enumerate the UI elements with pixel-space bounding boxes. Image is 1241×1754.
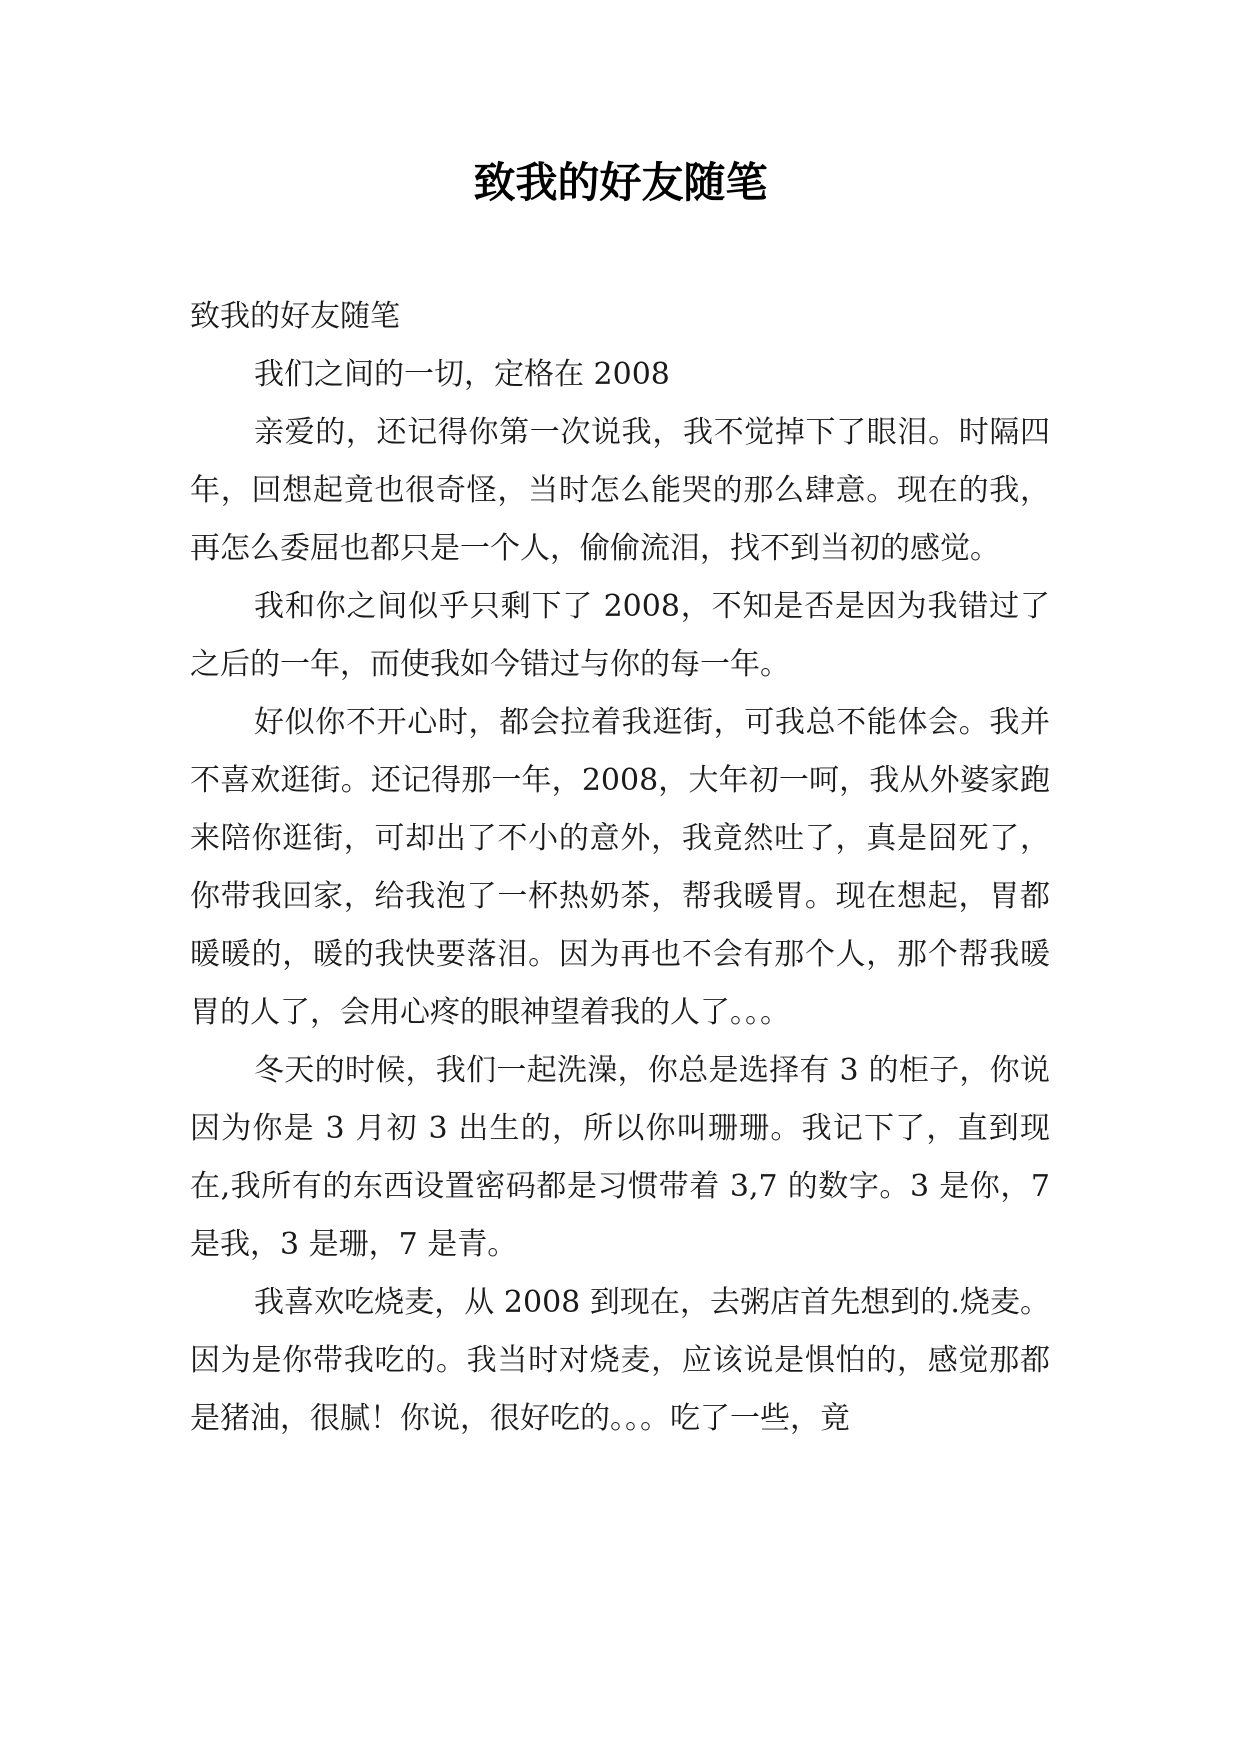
paragraph: 冬天的时候，我们一起洗澡，你总是选择有 3 的柜子，你说因为你是 3 月初 3 出生的，所以你叫珊珊。我记下了，直到现在,我所有的东西设置密码都是习惯带着 3,7 的数字。3 是你，7 是我，3 是珊，7 是青。 xyxy=(190,1053,1050,1262)
paragraph: 我们之间的一切，定格在 2008 xyxy=(254,357,670,392)
document-body xyxy=(190,288,1050,1448)
document-title: 致我的好友随笔 xyxy=(473,158,768,207)
body-heading: 致我的好友随笔 xyxy=(190,299,400,334)
paragraph: 亲爱的，还记得你第一次说我，我不觉掉下了眼泪。时隔四年，回想起竟也很奇怪，当时怎么能哭的那么肆意。现在的我，再怎么委屈也都只是一个人，偷偷流泪，找不到当初的感觉。 xyxy=(190,415,1050,566)
paragraph: 好似你不开心时，都会拉着我逛街，可我总不能体会。我并不喜欢逛街。还记得那一年，2008，大年初一呵，我从外婆家跑来陪你逛街，可却出了不小的意外，我竟然吐了，真是囧死了，你带我回家，给我泡了一杯热奶茶，帮我暖胃。现在想起，胃都暖暖的，暖的我快要落泪。因为再也不会有那个人，那个帮我暖胃的人了，会用心疼的眼神望着我的人了。。。 xyxy=(190,705,1050,1030)
paragraph: 我和你之间似乎只剩下了 2008，不知是否是因为我错过了之后的一年，而使我如今错过与你的每一年。 xyxy=(190,589,1050,682)
paragraph: 我喜欢吃烧麦，从 2008 到现在，去粥店首先想到的.烧麦。因为是你带我吃的。我当时对烧麦，应该说是惧怕的，感觉那都是猪油，很腻！你说，很好吃的。。。吃了一些，竟 xyxy=(190,1285,1050,1436)
